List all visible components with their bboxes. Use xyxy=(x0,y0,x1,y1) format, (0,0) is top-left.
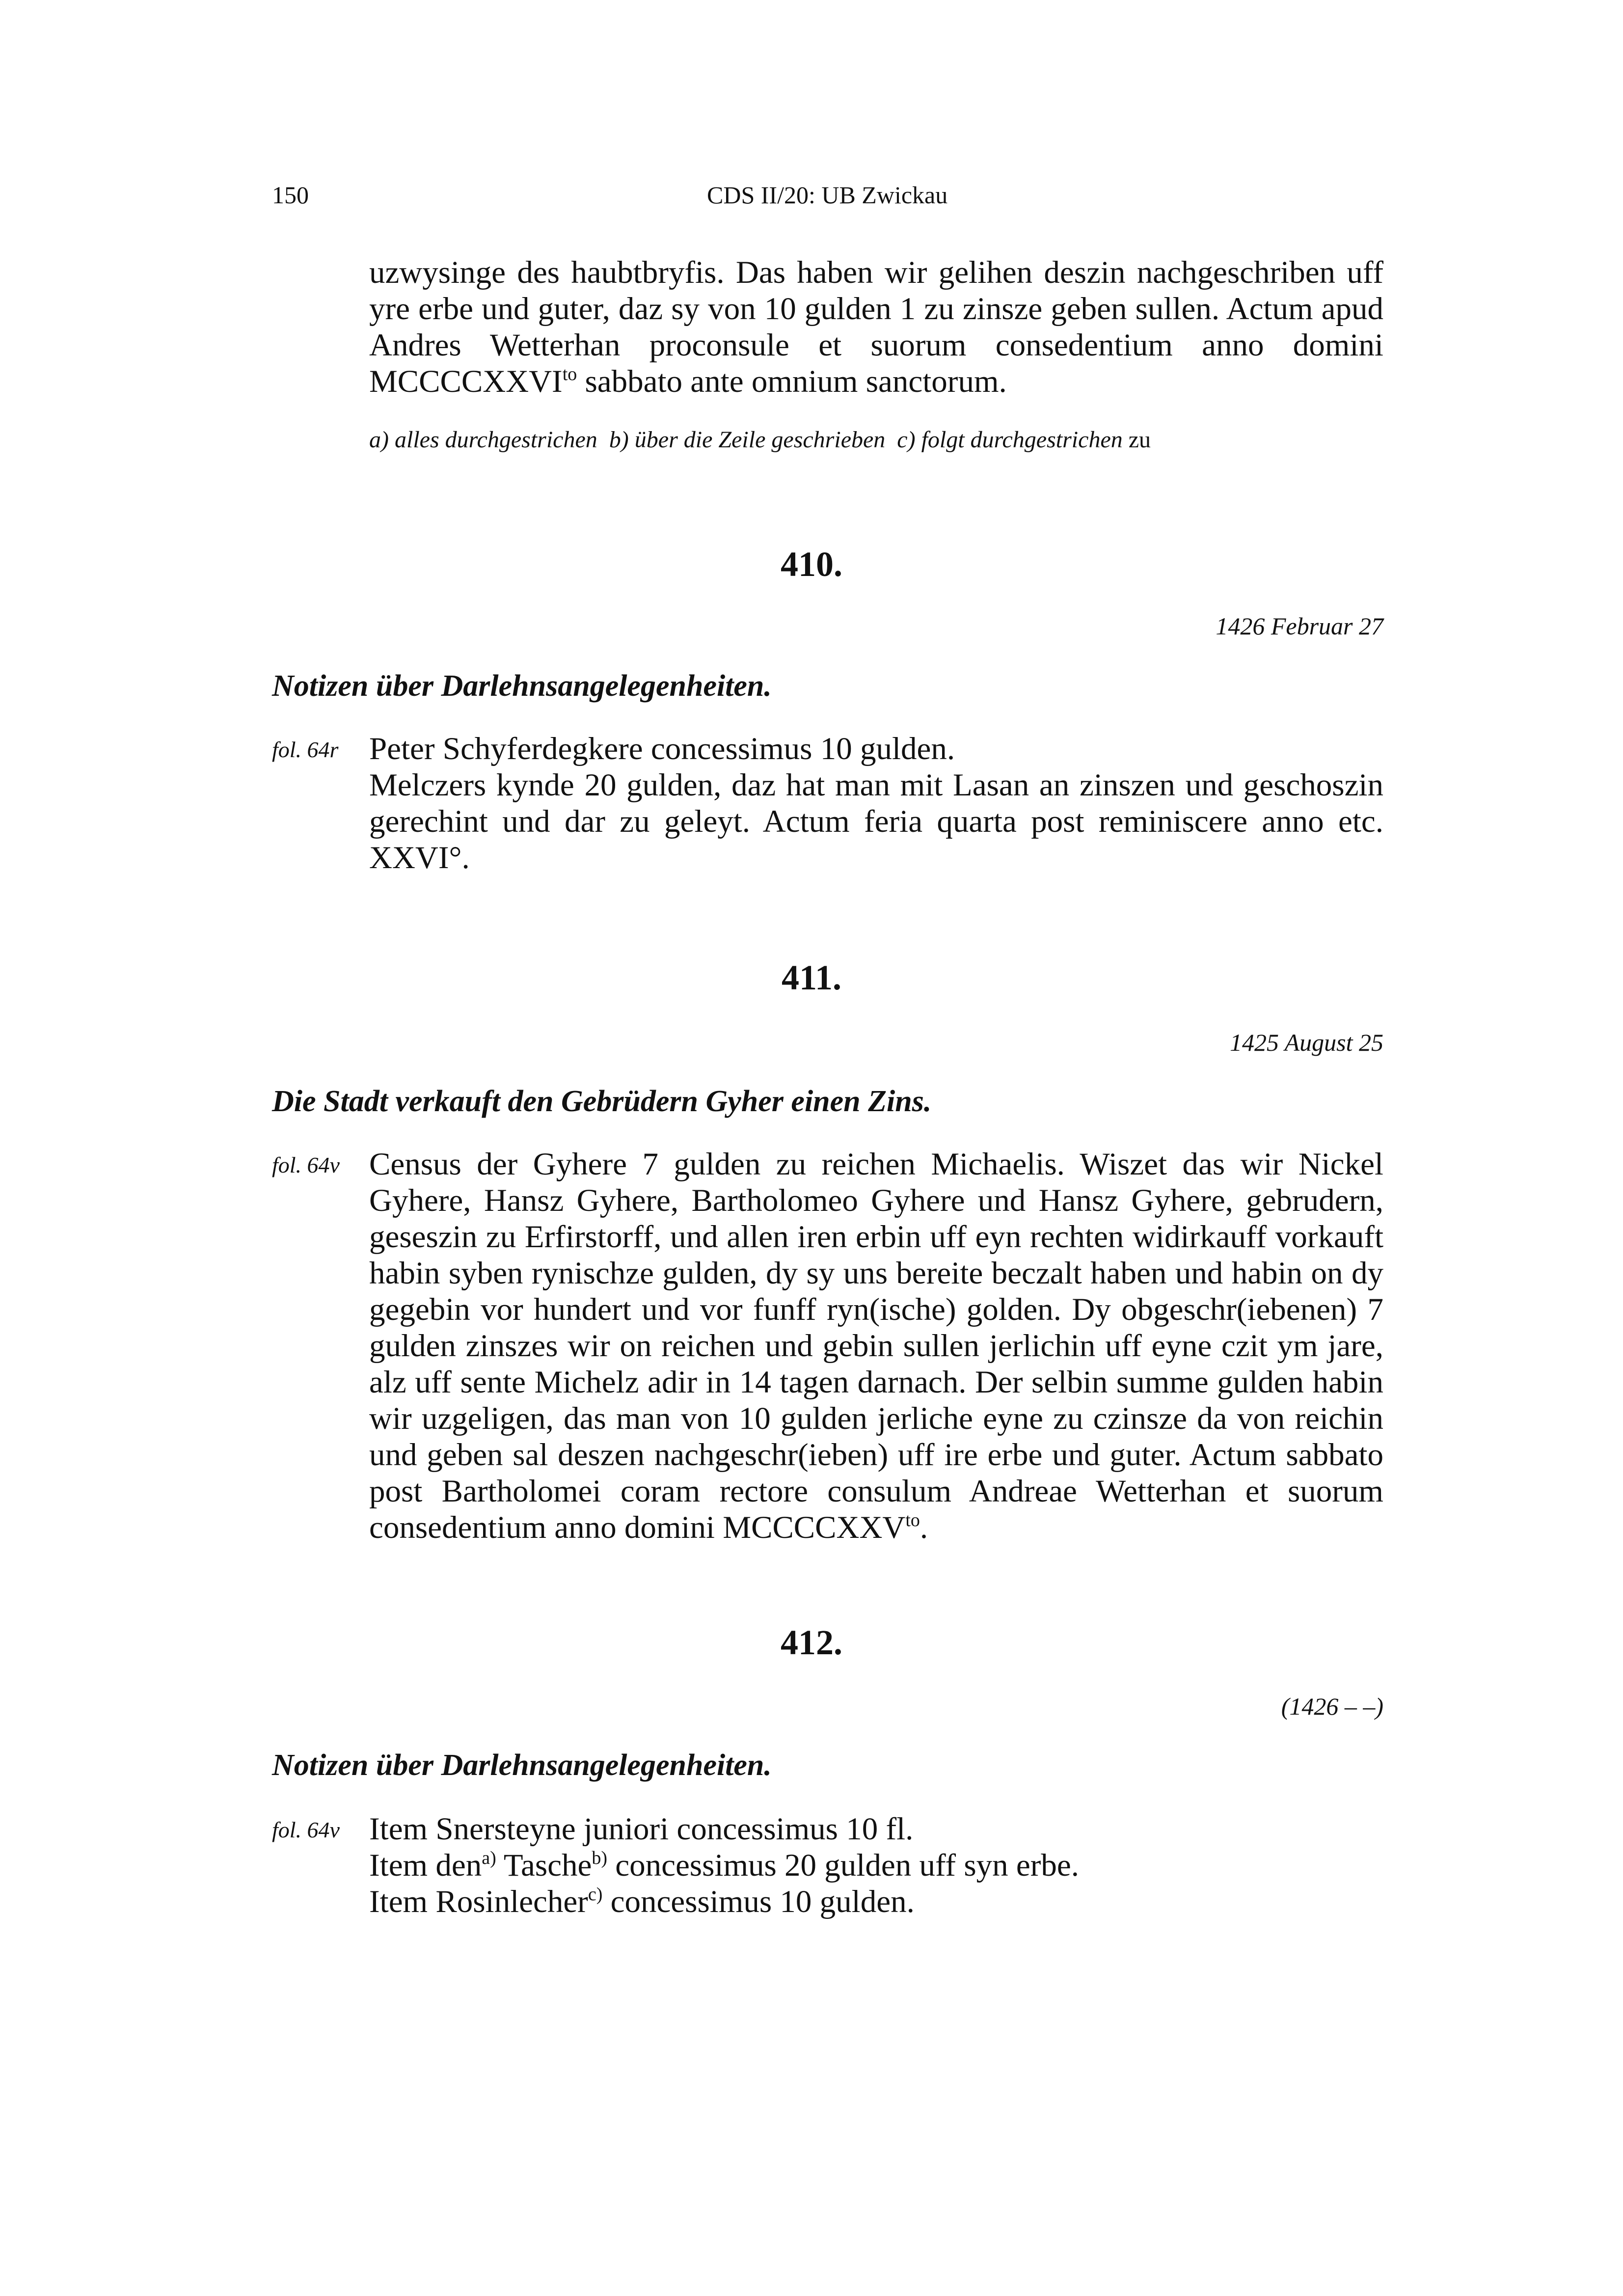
document-text-412 xyxy=(369,1811,1383,1920)
regest-411: Die Stadt verkauft den Gebrüdern Gyher einen Zins. xyxy=(272,1085,932,1118)
footnote-b: b) über die Zeile geschrieben xyxy=(609,427,886,453)
regest-412: Notizen über Darlehnsangelegenheiten. xyxy=(272,1749,772,1782)
document-date-411: 1425 August 25 xyxy=(1230,1029,1383,1056)
folio-410: fol. 64r xyxy=(272,737,339,762)
folio-411: fol. 64v xyxy=(272,1152,340,1177)
text-line xyxy=(369,1847,1383,1884)
footnotes xyxy=(369,426,1151,453)
text-line: Peter Schyferdegkere concessimus 10 gulden. xyxy=(369,731,955,766)
superscript: to xyxy=(905,1510,920,1531)
text-line xyxy=(369,1884,1383,1920)
page-header xyxy=(0,181,1623,215)
text-fragment: concessimus 20 gulden uff syn erbe. xyxy=(607,1848,1079,1883)
regest-410: Notizen über Darlehnsangelegenheiten. xyxy=(272,669,772,703)
document-text-411 xyxy=(369,1146,1383,1546)
footnote-marker-b: b) xyxy=(592,1848,607,1868)
footnote-c: c) folgt durchgestrichen xyxy=(897,427,1123,453)
footnote-a: a) alles durchgestrichen xyxy=(369,427,597,453)
document-text-410 xyxy=(369,731,1383,876)
text-fragment: Tasche xyxy=(496,1848,592,1883)
running-title: CDS II/20: UB Zwickau xyxy=(707,181,948,209)
text-line: Item Snersteyne juniori concessimus 10 fl. xyxy=(369,1811,914,1847)
carryover-paragraph xyxy=(369,254,1383,400)
document-number-411: 411. xyxy=(781,958,842,997)
footnote-c-word: zu xyxy=(1128,427,1151,453)
text-paragraph-end: . xyxy=(920,1510,928,1545)
document-number-412: 412. xyxy=(781,1623,842,1662)
footnote-marker-a: a) xyxy=(482,1848,496,1868)
carryover-text-end: sabbato ante omnium sanctorum. xyxy=(577,364,1007,399)
page-number: 150 xyxy=(272,181,309,209)
document-date-412: (1426 – –) xyxy=(1281,1693,1383,1720)
text-paragraph: Melczers kynde 20 gulden, daz hat man mit Lasan an zinszen und geschoszin gerechint und dar zu geleyt. Actum feria quarta post reminiscere anno etc. XXVI°. xyxy=(369,767,1383,875)
document-date-410: 1426 Februar 27 xyxy=(1216,612,1383,640)
carryover-text: uzwysinge des haubtbryfis. Das haben wir gelihen deszin nachgeschriben uff yre erbe und guter, daz sy von 10 gulden 1 zu zinsze geben sullen. Actum apud Andres Wetterhan proconsule et suorum consedentium anno domini MCCCCXXVI xyxy=(369,255,1383,399)
text-paragraph: Census der Gyhere 7 gulden zu reichen Michaelis. Wiszet das wir Nickel Gyhere, Hansz Gyhere, Bartholomeo Gyhere und Hansz Gyhere, gebrudern, geseszin zu Erfirstorff, und allen iren erbin uff eyn rechten widirkauff vorkauft habin syben rynischze gulden, dy sy uns bereite beczalt haben und habin on dy gegebin vor hundert und vor funff ryn(ische) golden. Dy obgeschr(iebenen) 7 gulden zinszes wir on reichen und gebin sullen jerlichin uff eyne czit ym jare, alz uff sente Michelz adir in 14 tagen darnach. Der selbin summe gulden habin wir uzgeligen, das man von 10 gulden jerliche eyne zu czinsze da von reichin und geben sal deszen nachgeschr(ieben) uff ire erbe und guter. Actum sabbato post Bartholomei coram rectore consulum Andreae Wetterhan et suorum consedentium anno domini MCCCCXXV xyxy=(369,1147,1383,1545)
text-fragment: Item Rosinlecher xyxy=(369,1884,588,1919)
document-number-410: 410. xyxy=(781,545,842,584)
superscript: to xyxy=(562,364,577,384)
text-fragment: Item den xyxy=(369,1848,482,1883)
folio-412: fol. 64v xyxy=(272,1817,340,1842)
footnote-marker-c: c) xyxy=(588,1884,603,1905)
text-fragment: concessimus 10 gulden. xyxy=(602,1884,915,1919)
